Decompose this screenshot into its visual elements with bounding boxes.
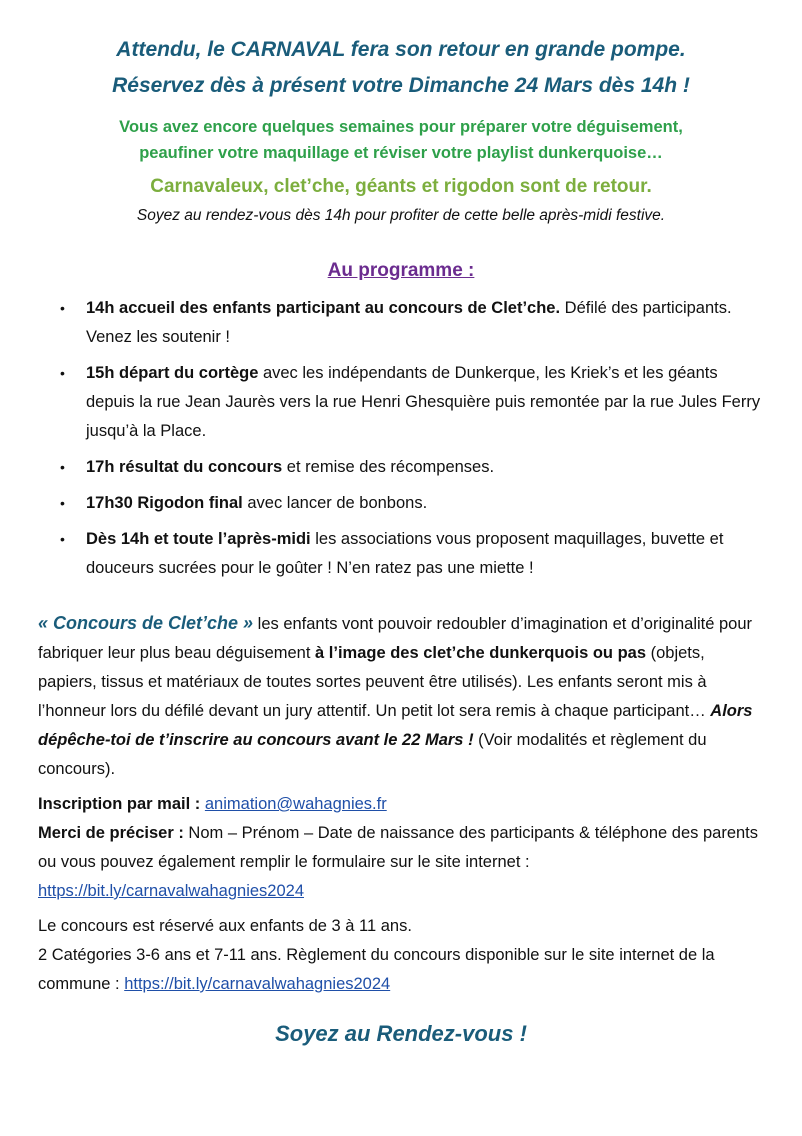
concours-text-2: (objets, papiers, tissus et matériaux de toutes sortes peuvent être utilisés). Les enfants seront mis à l’honneur lors du défilé devant un jury attentif. Un petit lot sera remis à chaque participant… xyxy=(38,644,711,720)
item-text: Défilé des participants. Venez les soutenir ! xyxy=(86,299,732,346)
intro-lime: Carnavaleux, clet’che, géants et rigodon sont de retour. xyxy=(150,176,652,197)
preciser-text: Nom – Prénom – Date de naissance des participants & téléphone des parents ou vous pouvez également remplir le formulaire sur le site internet : xyxy=(38,824,759,871)
intro-green-1: Vous avez encore quelques semaines pour préparer votre déguisement, xyxy=(119,118,683,136)
headline-2: Réservez dès à présent votre Dimanche 24 Mars dès 14h ! xyxy=(112,74,690,97)
item-bold: 17h30 Rigodon final xyxy=(86,494,243,512)
header xyxy=(38,32,764,228)
concours-text-3: (Voir modalités et règlement du concours). xyxy=(38,731,707,778)
intro-green-2: peaufiner votre maquillage et réviser votre playlist dunkerquoise… xyxy=(139,144,663,162)
item-text: avec les indépendants de Dunkerque, les Kriek’s et les géants depuis la rue Jean Jaurès vers la rue Henri Ghesquière puis remontée par la rue Jules Ferry jusqu’à la Place. xyxy=(86,364,761,440)
form-link[interactable]: https://bit.ly/carnavalwahagnies2024 xyxy=(38,882,304,900)
item-bold: Dès 14h et toute l’après-midi xyxy=(86,530,311,548)
programme-list xyxy=(38,294,764,583)
bullet-icon: • xyxy=(60,459,65,475)
email-link[interactable]: animation@wahagnies.fr xyxy=(204,795,387,813)
item-text: et remise des récompenses. xyxy=(282,458,495,476)
preciser-paragraph xyxy=(38,819,764,906)
item-text: avec lancer de bonbons. xyxy=(242,494,428,512)
reserve-line: Le concours est réservé aux enfants de 3 à 11 ans. xyxy=(38,917,412,935)
concours-paragraph xyxy=(38,609,764,784)
list-item xyxy=(60,489,764,518)
concours-title: « Concours de Clet’che » xyxy=(38,613,254,633)
list-item xyxy=(60,525,764,583)
list-item xyxy=(60,359,764,446)
concours-deadline: Alors dépêche-toi de t’inscrire au concours avant le 22 Mars ! xyxy=(38,702,753,749)
footer-title: Soyez au Rendez-vous ! xyxy=(275,1021,527,1046)
concours-bold-1: à l’image des clet’che dunkerquois ou pas xyxy=(315,644,647,662)
bullet-icon: • xyxy=(60,365,65,381)
item-bold: 15h départ du cortège xyxy=(86,364,259,382)
item-text: les associations vous proposent maquillages, buvette et douceurs sucrées pour le goûter ! N’en ratez pas une miette ! xyxy=(86,530,724,577)
list-item xyxy=(60,294,764,352)
bullet-icon: • xyxy=(60,300,65,316)
programme-title: Au programme : xyxy=(327,260,475,281)
preciser-label: Merci de préciser : xyxy=(38,824,184,842)
categories-text: 2 Catégories 3-6 ans et 7-11 ans. Règlement du concours disponible sur le site internet de la commune : xyxy=(38,946,715,993)
categories-paragraph xyxy=(38,941,764,999)
bullet-icon: • xyxy=(60,531,65,547)
concours-text-1: les enfants vont pouvoir redoubler d’imagination et d’originalité pour fabriquer leur plus beau déguisement xyxy=(38,615,753,662)
inscription-label: Inscription par mail : xyxy=(38,795,201,813)
item-bold: 14h accueil des enfants participant au concours de Clet’che. xyxy=(86,299,561,317)
item-bold: 17h résultat du concours xyxy=(86,458,283,476)
intro-italic: Soyez au rendez-vous dès 14h pour profiter de cette belle après-midi festive. xyxy=(136,207,666,224)
list-item xyxy=(60,453,764,482)
rules-link[interactable]: https://bit.ly/carnavalwahagnies2024 xyxy=(124,975,391,993)
inscription-line xyxy=(38,790,764,819)
headline-1: Attendu, le CARNAVAL fera son retour en grande pompe. xyxy=(116,38,686,61)
bullet-icon: • xyxy=(60,495,65,511)
